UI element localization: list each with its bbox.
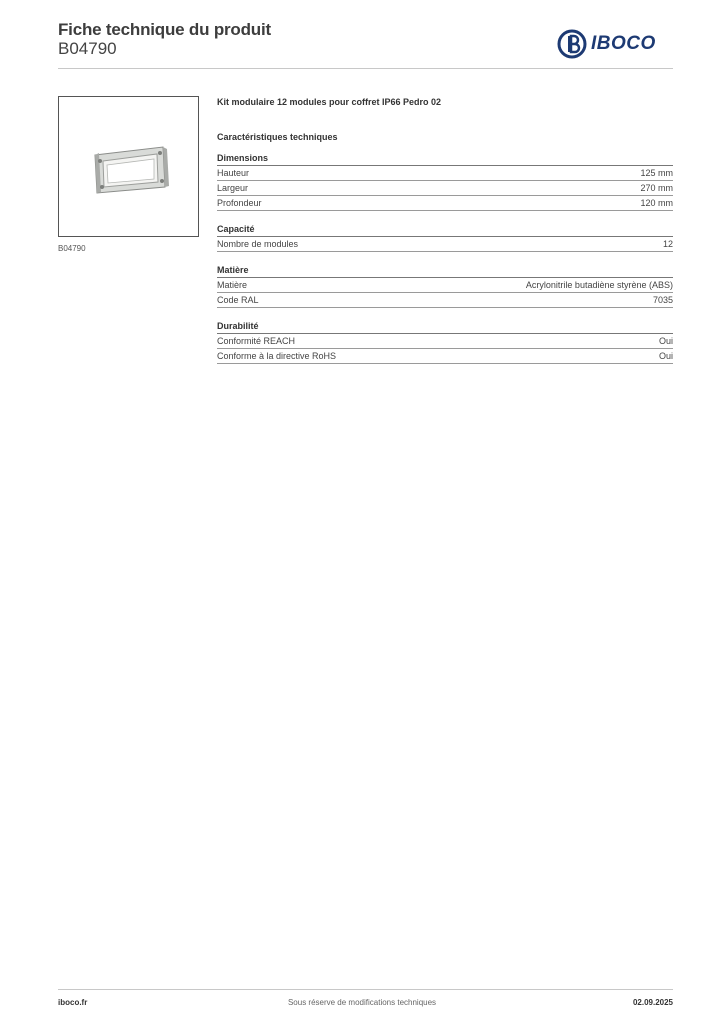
logo-text: IBOCO xyxy=(591,33,656,54)
iboco-logo-icon xyxy=(557,29,587,59)
product-reference: B04790 xyxy=(58,39,117,58)
spec-label: Conforme à la directive RoHS xyxy=(217,351,337,361)
spec-value: 125 mm xyxy=(640,168,673,178)
spec-value: Oui xyxy=(658,351,673,361)
product-name: Kit modulaire 12 modules pour coffret IP66 Pedro 02 xyxy=(217,97,442,107)
spec-row xyxy=(217,349,673,364)
spec-label: Largeur xyxy=(217,183,249,193)
spec-row xyxy=(217,293,673,308)
spec-heading: Caractéristiques techniques xyxy=(217,132,338,142)
spec-row xyxy=(217,278,673,293)
header-divider xyxy=(58,68,673,69)
spec-label: Nombre de modules xyxy=(217,239,299,249)
spec-value: Oui xyxy=(658,336,673,346)
page-title: Fiche technique du produit xyxy=(58,20,271,39)
footer-website: iboco.fr xyxy=(58,998,88,1007)
spec-row xyxy=(217,334,673,349)
footer-date: 02.09.2025 xyxy=(632,998,673,1007)
spec-row xyxy=(217,237,673,252)
spec-label: Code RAL xyxy=(217,295,259,305)
spec-value: 270 mm xyxy=(640,183,673,193)
brand-logo xyxy=(557,28,673,60)
spec-value: Acrylonitrile butadiène styrène (ABS) xyxy=(525,280,673,290)
image-caption: B04790 xyxy=(58,244,86,253)
footer-divider xyxy=(58,989,673,990)
group-title-dimensions: Dimensions xyxy=(217,152,673,166)
group-title-capacite: Capacité xyxy=(217,223,673,237)
spec-label: Hauteur xyxy=(217,168,250,178)
group-title-matiere: Matière xyxy=(217,264,673,278)
spec-row xyxy=(217,196,673,211)
spec-sheet xyxy=(217,95,673,364)
spec-row xyxy=(217,181,673,196)
product-image xyxy=(58,96,199,237)
spec-row xyxy=(217,166,673,181)
spec-value: 7035 xyxy=(652,295,673,305)
group-title-durabilite: Durabilité xyxy=(217,320,673,334)
spec-value: 12 xyxy=(662,239,673,249)
spec-value: 120 mm xyxy=(640,198,673,208)
modular-kit-illustration xyxy=(59,97,200,238)
spec-label: Conformité REACH xyxy=(217,336,296,346)
spec-label: Matière xyxy=(217,280,248,290)
spec-label: Profondeur xyxy=(217,198,262,208)
footer-notice: Sous réserve de modifications techniques xyxy=(287,998,437,1007)
